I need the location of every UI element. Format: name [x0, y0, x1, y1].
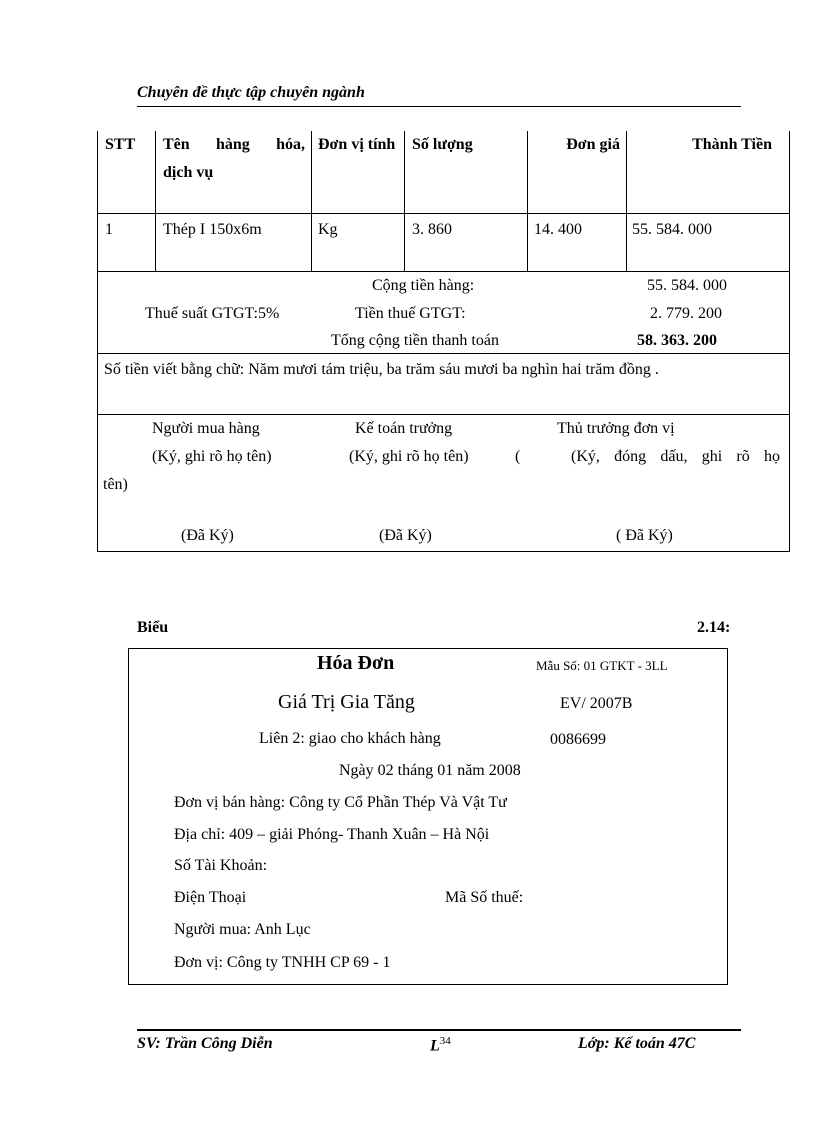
- signature-accountant-note: (Ký, ghi rõ họ tên): [349, 448, 469, 465]
- footer-page: [430, 1035, 451, 1055]
- col-sep: [404, 131, 405, 271]
- subtotal-value: 55. 584. 000: [647, 277, 727, 294]
- col-sep: [311, 131, 312, 271]
- footer-page-letter: L: [430, 1037, 440, 1055]
- signature-open-paren: (: [515, 448, 521, 465]
- invoice-subtitle: Giá Trị Gia Tăng: [278, 691, 415, 713]
- invoice-address: Địa chỉ: 409 – giải Phóng- Thanh Xuân – Hà Nội: [174, 826, 490, 843]
- signature-head-note-cont: tên): [103, 476, 128, 493]
- col-header-stt: STT: [105, 136, 136, 153]
- figure-number: 2.14:: [697, 619, 731, 636]
- col-header-price: Đơn giá: [566, 136, 620, 153]
- invoice-table: [97, 131, 790, 552]
- table-border-left: [97, 131, 98, 552]
- row-unit: Kg: [318, 221, 338, 238]
- table-border-bottom: [97, 551, 790, 552]
- row-name: Thép I 150x6m: [163, 221, 262, 238]
- header-rule: [137, 106, 741, 107]
- invoice-number: 0086699: [550, 731, 606, 748]
- invoice-date: Ngày 02 tháng 01 năm 2008: [339, 762, 521, 779]
- footer-student: SV: Trần Công Diễn: [137, 1035, 273, 1052]
- signature-buyer-signed: (Đã Ký): [181, 527, 234, 544]
- invoice-buyer: Người mua: Anh Lục: [174, 921, 311, 938]
- row-amount: 55. 584. 000: [632, 221, 712, 238]
- signature-head: Thủ trưởng đơn vị: [557, 420, 675, 437]
- row-sep: [97, 271, 790, 272]
- vat-rate-label: Thuế suất GTGT:5%: [145, 305, 280, 322]
- figure-label: Biểu: [137, 619, 169, 636]
- row-sep: [97, 213, 790, 214]
- signature-head-signed: ( Đã Ký): [616, 527, 673, 544]
- col-header-name: [163, 135, 305, 183]
- invoice-tax-code: Mã Số thuế:: [445, 889, 524, 906]
- footer-class: Lớp: Kế toán 47C: [578, 1035, 696, 1052]
- col-sep: [155, 131, 156, 271]
- col-header-unit: Đơn vị tính: [318, 136, 396, 153]
- invoice-form-no: Mẫu Số: 01 GTKT - 3LL: [536, 658, 668, 673]
- row-price: 14. 400: [534, 221, 582, 238]
- total-value: 58. 363. 200: [637, 332, 717, 349]
- vat-label: Tiền thuế GTGT:: [355, 305, 466, 322]
- col-header-name-line2: dịch vụ: [163, 164, 214, 181]
- col-header-name-line1: Tên hàng hóa,: [163, 136, 305, 153]
- signature-buyer: Người mua hàng: [152, 420, 260, 437]
- col-header-qty: Số lượng: [412, 136, 473, 153]
- row-stt: 1: [105, 221, 113, 238]
- invoice-series: EV/ 2007B: [560, 695, 633, 712]
- row-qty: 3. 860: [412, 221, 452, 238]
- invoice-account: Số Tài Khoản:: [174, 857, 268, 874]
- invoice-phone: Điện Thoại: [174, 889, 247, 906]
- vat-value: 2. 779. 200: [650, 305, 722, 322]
- footer-rule: [137, 1029, 741, 1031]
- footer-page-number: 34: [439, 1035, 451, 1047]
- signature-buyer-note: (Ký, ghi rõ họ tên): [152, 448, 272, 465]
- signature-head-note: (Ký, đóng dấu, ghi rõ họ: [571, 448, 780, 465]
- invoice-seller: Đơn vị bán hàng: Công ty Cổ Phần Thép Và Vật Tư: [174, 794, 507, 811]
- signature-accountant-signed: (Đã Ký): [379, 527, 432, 544]
- table-border-right: [789, 131, 790, 552]
- invoice-buyer-unit: Đơn vị: Công ty TNHH CP 69 - 1: [174, 954, 391, 971]
- col-header-amount: Thành Tiền: [692, 136, 772, 153]
- subtotal-label: Cộng tiền hàng:: [372, 277, 475, 294]
- signature-accountant: Kế toán trưởng: [355, 420, 453, 437]
- page-header-title: Chuyên đề thực tập chuyên ngành: [137, 84, 365, 101]
- invoice-title: Hóa Đơn: [317, 652, 395, 674]
- vat-invoice-box: [128, 648, 728, 985]
- amount-in-words: Số tiền viết bằng chữ: Năm mươi tám triệu, ba trăm sáu mươi ba nghìn hai trăm đồng .: [104, 361, 659, 378]
- row-sep: [97, 414, 790, 415]
- invoice-copy: Liên 2: giao cho khách hàng: [259, 730, 441, 747]
- row-sep: [97, 353, 790, 354]
- total-label: Tổng cộng tiền thanh toán: [331, 332, 499, 349]
